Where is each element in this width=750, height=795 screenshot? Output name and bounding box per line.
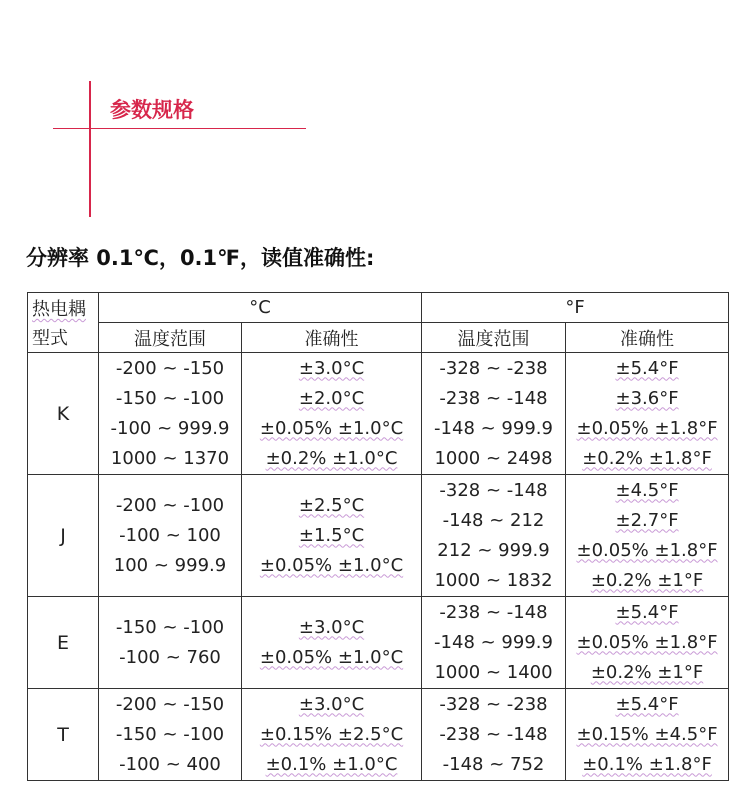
cell-line	[99, 720, 241, 750]
cell-value: ±0.15% ±2.5°C	[259, 723, 404, 745]
c-accuracy-cell	[242, 689, 422, 781]
cell-line	[422, 658, 565, 688]
cell-line	[99, 444, 241, 474]
cell-value: ±5.4°F	[615, 601, 679, 623]
cell-line	[566, 444, 728, 474]
cell-line	[422, 506, 565, 536]
cell-value: ±2.7°F	[615, 509, 679, 531]
type-header-line1: 热电耦	[28, 293, 99, 323]
cell-value: ±0.1% ±1.8°F	[582, 753, 712, 775]
f-range-cell	[422, 597, 566, 689]
cell-value: ±3.0°C	[298, 616, 365, 638]
cell-line	[566, 658, 728, 688]
cell-value: -100 ~ 100	[119, 524, 221, 546]
cell-value: ±0.2% ±1.8°F	[582, 447, 712, 469]
type-header-line2: 型式	[28, 323, 99, 353]
cell-value: ±0.15% ±4.5°F	[576, 723, 718, 745]
table-row	[28, 475, 729, 597]
f-accuracy-cell	[566, 353, 729, 475]
cell-value: ±2.0°C	[298, 387, 365, 409]
section-title: 参数规格	[110, 98, 194, 122]
cell-value: ±0.05% ±1.0°C	[259, 646, 404, 668]
cell-value: ±0.05% ±1.0°C	[259, 417, 404, 439]
decorative-vertical-rule	[89, 81, 91, 217]
c-range-header: 温度范围	[99, 323, 242, 353]
cell-value: ±5.4°F	[615, 693, 679, 715]
cell-line	[99, 551, 241, 581]
cell-line	[422, 566, 565, 596]
cell-line	[422, 476, 565, 506]
cell-line	[99, 354, 241, 384]
cell-value: -150 ~ -100	[115, 387, 225, 409]
cell-line	[242, 354, 421, 384]
cell-value: ±4.5°F	[615, 479, 679, 501]
cell-line	[99, 643, 241, 673]
c-accuracy-cell	[242, 597, 422, 689]
f-range-cell	[422, 353, 566, 475]
cell-line	[422, 536, 565, 566]
c-range-cell	[99, 689, 242, 781]
cell-line	[422, 750, 565, 780]
cell-value: 1000 ~ 1370	[110, 447, 230, 469]
cell-line	[566, 384, 728, 414]
c-range-cell	[99, 597, 242, 689]
cell-line	[566, 414, 728, 444]
c-range-cell	[99, 475, 242, 597]
cell-line	[566, 628, 728, 658]
cell-value: ±3.0°C	[298, 357, 365, 379]
cell-line	[99, 613, 241, 643]
f-accuracy-header: 准确性	[566, 323, 729, 353]
cell-value: ±0.05% ±1.8°F	[576, 631, 718, 653]
spec-subtitle: 分辨率 0.1℃，0.1℉，读值准确性:	[26, 246, 375, 270]
table-row	[28, 353, 729, 475]
thermocouple-type-cell: J	[28, 475, 99, 597]
cell-line	[242, 613, 421, 643]
cell-line	[99, 414, 241, 444]
c-accuracy-cell	[242, 475, 422, 597]
cell-line	[242, 720, 421, 750]
cell-line	[99, 750, 241, 780]
f-range-cell	[422, 689, 566, 781]
cell-line	[242, 414, 421, 444]
cell-line	[99, 491, 241, 521]
thermocouple-type-cell: T	[28, 689, 99, 781]
cell-line	[422, 354, 565, 384]
cell-value: ±0.05% ±1.8°F	[576, 539, 718, 561]
cell-value: ±0.2% ±1°F	[590, 569, 704, 591]
table-header-row-1	[28, 293, 729, 323]
cell-line	[242, 521, 421, 551]
cell-value: -200 ~ -100	[115, 494, 225, 516]
f-range-header: 温度范围	[422, 323, 566, 353]
cell-line	[566, 598, 728, 628]
cell-line	[422, 414, 565, 444]
cell-line	[566, 566, 728, 596]
cell-line	[422, 444, 565, 474]
cell-value: 212 ~ 999.9	[437, 539, 550, 561]
cell-value: ±0.05% ±1.0°C	[259, 554, 404, 576]
cell-value: 1000 ~ 1400	[434, 661, 553, 683]
f-range-cell	[422, 475, 566, 597]
cell-line	[422, 598, 565, 628]
cell-line	[566, 750, 728, 780]
cell-value: -200 ~ -150	[115, 357, 225, 379]
thermocouple-type-cell: K	[28, 353, 99, 475]
cell-value: -148 ~ 212	[442, 509, 545, 531]
table-row	[28, 597, 729, 689]
cell-value: -148 ~ 999.9	[434, 631, 553, 653]
cell-value: 1000 ~ 2498	[434, 447, 553, 469]
cell-value: ±1.5°C	[298, 524, 365, 546]
c-accuracy-cell	[242, 353, 422, 475]
cell-value: ±2.5°C	[298, 494, 365, 516]
cell-line	[242, 643, 421, 673]
f-accuracy-cell	[566, 475, 729, 597]
cell-value: ±0.1% ±1.0°C	[265, 753, 398, 775]
cell-line	[242, 491, 421, 521]
cell-value: -100 ~ 999.9	[110, 417, 230, 439]
cell-value: -328 ~ -238	[439, 357, 548, 379]
cell-value: -148 ~ 752	[442, 753, 545, 775]
decorative-horizontal-rule	[53, 128, 306, 129]
cell-line	[566, 536, 728, 566]
cell-value: -238 ~ -148	[439, 601, 548, 623]
cell-value: ±3.6°F	[615, 387, 679, 409]
cell-line	[422, 690, 565, 720]
cell-line	[99, 690, 241, 720]
cell-value: 1000 ~ 1832	[434, 569, 553, 591]
cell-value: -150 ~ -100	[115, 723, 225, 745]
cell-line	[566, 690, 728, 720]
f-accuracy-cell	[566, 689, 729, 781]
cell-line	[566, 354, 728, 384]
cell-line	[422, 720, 565, 750]
cell-value: 100 ~ 999.9	[113, 554, 227, 576]
cell-value: -238 ~ -148	[439, 723, 548, 745]
cell-line	[566, 720, 728, 750]
cell-value: -238 ~ -148	[439, 387, 548, 409]
cell-value: ±0.2% ±1°F	[590, 661, 704, 683]
cell-value: ±3.0°C	[298, 693, 365, 715]
f-accuracy-cell	[566, 597, 729, 689]
c-range-cell	[99, 353, 242, 475]
cell-value: -328 ~ -238	[439, 693, 548, 715]
cell-line	[242, 444, 421, 474]
cell-line	[242, 750, 421, 780]
cell-line	[422, 384, 565, 414]
cell-value: ±0.05% ±1.8°F	[576, 417, 718, 439]
cell-value: ±5.4°F	[615, 357, 679, 379]
cell-line	[566, 476, 728, 506]
cell-value: -148 ~ 999.9	[434, 417, 553, 439]
cell-line	[422, 628, 565, 658]
table-header-row-2	[28, 323, 729, 353]
cell-value: -100 ~ 760	[119, 646, 221, 668]
cell-value: ±0.2% ±1.0°C	[265, 447, 398, 469]
cell-value: -100 ~ 400	[119, 753, 221, 775]
table-row	[28, 689, 729, 781]
cell-value: -328 ~ -148	[439, 479, 548, 501]
cell-value: -150 ~ -100	[115, 616, 225, 638]
fahrenheit-header: °F	[422, 293, 729, 323]
cell-line	[242, 551, 421, 581]
spec-table	[27, 292, 729, 781]
cell-line	[242, 690, 421, 720]
celsius-header: °C	[99, 293, 422, 323]
cell-value: -200 ~ -150	[115, 693, 225, 715]
cell-line	[99, 384, 241, 414]
cell-line	[566, 506, 728, 536]
cell-line	[242, 384, 421, 414]
c-accuracy-header: 准确性	[242, 323, 422, 353]
cell-line	[99, 521, 241, 551]
thermocouple-type-cell: E	[28, 597, 99, 689]
